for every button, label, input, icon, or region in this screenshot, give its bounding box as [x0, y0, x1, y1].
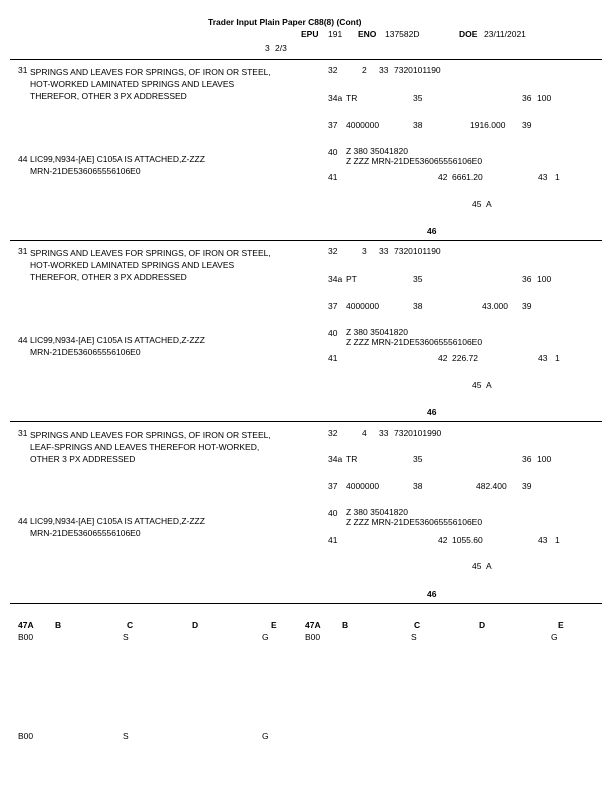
- eno-label: ENO: [358, 29, 377, 39]
- box36-label: 36: [522, 454, 532, 464]
- box45-value: A: [486, 561, 492, 571]
- box32-label: 32: [328, 246, 338, 256]
- box44-label: 44: [18, 154, 28, 164]
- box45-label: 45: [472, 561, 482, 571]
- goods-description: [30, 66, 271, 102]
- box43-value: 1: [555, 353, 560, 363]
- box43-label: 43: [538, 353, 548, 363]
- column-c-header-left: C: [127, 620, 134, 630]
- item-value: 1055.60: [452, 535, 483, 545]
- net-mass: 43.000: [482, 301, 508, 311]
- page-of: 2/3: [275, 43, 287, 53]
- item-value: 6661.20: [452, 172, 483, 182]
- commodity-code: 7320101190: [394, 246, 441, 256]
- cpc-value: 4000000: [346, 120, 380, 130]
- box42-label: 42: [438, 535, 448, 545]
- box45-label: 45: [472, 199, 482, 209]
- box39-label: 39: [522, 301, 532, 311]
- divider: [10, 240, 602, 241]
- box31-label: 31: [18, 65, 28, 75]
- box35-label: 35: [413, 454, 423, 464]
- mop-g-right: G: [551, 632, 558, 642]
- box34a-label: 34a: [328, 274, 343, 284]
- goods-description: [30, 247, 271, 283]
- column-e-header-left: E: [271, 620, 277, 630]
- mop-g-bottom: G: [262, 731, 269, 741]
- item-section-2: [0, 247, 612, 429]
- box34a-label: 34a: [328, 454, 343, 464]
- box44-line1: LIC99,N934-[AE] C105A IS ATTACHED,Z-ZZZ: [30, 154, 205, 164]
- box44-line2: MRN-21DE536065556106E0: [30, 347, 141, 357]
- box47a-label-left: 47A: [18, 620, 34, 630]
- description-line: THEREFOR, OTHER 3 PX ADDRESSED: [30, 272, 187, 282]
- box37-label: 37: [328, 481, 338, 491]
- box35-label: 35: [413, 274, 423, 284]
- tax-code-left: B00: [18, 632, 34, 642]
- box42-label: 42: [438, 353, 448, 363]
- box41-label: 41: [328, 172, 338, 182]
- description-line: OTHER 3 PX ADDRESSED: [30, 454, 136, 464]
- goods-description: [30, 429, 271, 465]
- page-number: 3: [265, 43, 270, 53]
- doe-value: 23/11/2021: [484, 29, 526, 39]
- box33-label: 33: [379, 428, 389, 438]
- divider: [10, 421, 602, 422]
- commodity-code: 7320101990: [394, 428, 442, 438]
- country-origin: TR: [346, 93, 358, 103]
- box39-label: 39: [522, 120, 532, 130]
- box37-label: 37: [328, 301, 338, 311]
- box36-value: 100: [537, 454, 552, 464]
- box43-value: 1: [555, 172, 560, 182]
- box40-line1: Z 380 35041820: [346, 146, 408, 156]
- box46-label: 46: [427, 407, 437, 417]
- box46-label: 46: [427, 226, 437, 236]
- description-line: SPRINGS AND LEAVES FOR SPRINGS, OF IRON OR STEEL,: [30, 67, 271, 77]
- box42-label: 42: [438, 172, 448, 182]
- country-origin: TR: [346, 454, 358, 464]
- net-mass: 1916.000: [470, 120, 506, 130]
- box45-value: A: [486, 199, 492, 209]
- box44-label: 44: [18, 516, 28, 526]
- box36-value: 100: [537, 93, 552, 103]
- item-number: 2: [362, 65, 367, 75]
- column-d-header-left: D: [192, 620, 199, 630]
- box37-label: 37: [328, 120, 338, 130]
- box36-label: 36: [522, 93, 532, 103]
- box31-label: 31: [18, 246, 28, 256]
- method-s-right: S: [411, 632, 417, 642]
- tax-code-right: B00: [305, 632, 321, 642]
- item-section-3: [0, 429, 612, 611]
- box40-line1: Z 380 35041820: [346, 507, 408, 517]
- description-line: HOT-WORKED LAMINATED SPRINGS AND LEAVES: [30, 260, 235, 270]
- cpc-value: 4000000: [346, 301, 380, 311]
- box47a-label-right: 47A: [305, 620, 321, 630]
- divider: [10, 603, 602, 604]
- eno-value: 137582D: [385, 29, 420, 39]
- net-mass: 482.400: [476, 481, 507, 491]
- box44-label: 44: [18, 335, 28, 345]
- item-value: 226.72: [452, 353, 478, 363]
- box40-line2: Z ZZZ MRN-21DE536065556106E0: [346, 517, 483, 527]
- box45-label: 45: [472, 380, 482, 390]
- doe-label: DOE: [459, 29, 478, 39]
- box36-value: 100: [537, 274, 552, 284]
- box43-label: 43: [538, 172, 548, 182]
- box44-line2: MRN-21DE536065556106E0: [30, 166, 141, 176]
- column-e-header-right: E: [558, 620, 564, 630]
- column-c-header-right: C: [414, 620, 421, 630]
- box46-label: 46: [427, 589, 437, 599]
- item-number: 4: [362, 428, 367, 438]
- description-line: SPRINGS AND LEAVES FOR SPRINGS, OF IRON OR STEEL,: [30, 248, 271, 258]
- box32-label: 32: [328, 428, 338, 438]
- item-section-1: [0, 66, 612, 248]
- mop-g-left: G: [262, 632, 269, 642]
- column-b-header-left: B: [55, 620, 62, 630]
- tax-code-bottom: B00: [18, 731, 34, 741]
- method-s-bottom: S: [123, 731, 129, 741]
- epu-label: EPU: [301, 29, 319, 39]
- box40-label: 40: [328, 328, 338, 338]
- commodity-code: 7320101190: [394, 65, 441, 75]
- column-b-header-right: B: [342, 620, 349, 630]
- country-origin: PT: [346, 274, 357, 284]
- box34a-label: 34a: [328, 93, 343, 103]
- box38-label: 38: [413, 481, 423, 491]
- box44-line1: LIC99,N934-[AE] C105A IS ATTACHED,Z-ZZZ: [30, 516, 205, 526]
- box41-label: 41: [328, 353, 338, 363]
- box40-label: 40: [328, 508, 338, 518]
- description-line: SPRINGS AND LEAVES FOR SPRINGS, OF IRON OR STEEL,: [30, 430, 271, 440]
- box35-label: 35: [413, 93, 423, 103]
- method-s-left: S: [123, 632, 129, 642]
- box32-label: 32: [328, 65, 338, 75]
- document-title: Trader Input Plain Paper C88(8) (Cont): [208, 17, 362, 27]
- divider: [10, 59, 602, 60]
- box38-label: 38: [413, 120, 423, 130]
- description-line: HOT-WORKED LAMINATED SPRINGS AND LEAVES: [30, 79, 235, 89]
- item-number: 3: [362, 246, 367, 256]
- cpc-value: 4000000: [346, 481, 380, 491]
- box39-label: 39: [522, 481, 532, 491]
- box43-label: 43: [538, 535, 548, 545]
- epu-value: 191: [328, 29, 343, 39]
- box36-label: 36: [522, 274, 532, 284]
- box40-line2: Z ZZZ MRN-21DE536065556106E0: [346, 156, 483, 166]
- column-d-header-right: D: [479, 620, 486, 630]
- box45-value: A: [486, 380, 492, 390]
- box33-label: 33: [379, 246, 389, 256]
- box44-line1: LIC99,N934-[AE] C105A IS ATTACHED,Z-ZZZ: [30, 335, 205, 345]
- box44-line2: MRN-21DE536065556106E0: [30, 528, 141, 538]
- box31-label: 31: [18, 428, 28, 438]
- description-line: THEREFOR, OTHER 3 PX ADDRESSED: [30, 91, 187, 101]
- box40-line2: Z ZZZ MRN-21DE536065556106E0: [346, 337, 483, 347]
- box40-line1: Z 380 35041820: [346, 327, 408, 337]
- box43-value: 1: [555, 535, 560, 545]
- description-line: LEAF-SPRINGS AND LEAVES THEREFOR HOT-WORKED,: [30, 442, 260, 452]
- box38-label: 38: [413, 301, 423, 311]
- box40-label: 40: [328, 147, 338, 157]
- box41-label: 41: [328, 535, 338, 545]
- box33-label: 33: [379, 65, 389, 75]
